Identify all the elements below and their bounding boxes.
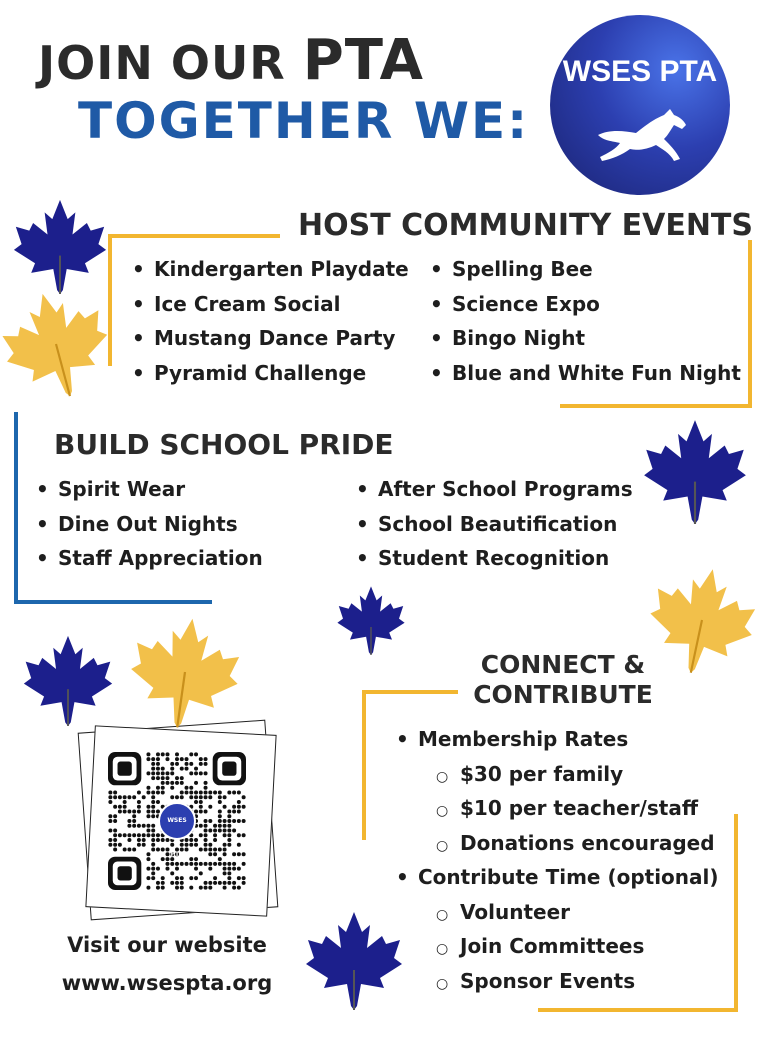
list-item: • Spirit Wear xyxy=(36,472,263,507)
list-item: ○ $10 per teacher/staff xyxy=(436,791,719,826)
title-line-2: TOGETHER WE: xyxy=(78,92,530,150)
pride-bracket-left xyxy=(14,412,18,602)
qr-logo: WSES PTA xyxy=(158,802,196,840)
host-events-title: HOST COMMUNITY EVENTS xyxy=(298,208,753,243)
host-events-list-right xyxy=(430,252,741,390)
contribute-time-label: • Contribute Time (optional) xyxy=(396,860,719,895)
list-item: • Blue and White Fun Night xyxy=(430,356,741,391)
list-item: ○ Donations encouraged xyxy=(436,826,719,861)
wses-pta-logo xyxy=(550,15,730,195)
time-items xyxy=(436,895,719,999)
membership-items xyxy=(436,757,719,861)
list-item: • After School Programs xyxy=(356,472,633,507)
list-item: • Dine Out Nights xyxy=(36,507,263,542)
list-item: • School Beautification xyxy=(356,507,633,542)
logo-text: WSES PTA xyxy=(562,55,718,88)
list-item: ○ $30 per family xyxy=(436,757,719,792)
list-item: ○ Volunteer xyxy=(436,895,719,930)
list-item: • Mustang Dance Party xyxy=(132,321,409,356)
horse-icon xyxy=(590,105,700,165)
connect-title-line-2: CONTRIBUTE xyxy=(473,680,653,709)
host-events-list-left xyxy=(132,252,409,390)
list-item: • Kindergarten Playdate xyxy=(132,252,409,287)
pride-list-left xyxy=(36,472,263,576)
connect-content xyxy=(396,722,719,998)
maple-leaf-icon xyxy=(336,584,406,656)
list-item: ○ Sponsor Events xyxy=(436,964,719,999)
title-pta: PTA xyxy=(302,28,424,93)
list-item: • Bingo Night xyxy=(430,321,741,356)
list-item: • Ice Cream Social xyxy=(132,287,409,322)
website-url[interactable]: www.wsespta.org xyxy=(61,971,273,995)
maple-leaf-icon xyxy=(119,608,251,735)
maple-leaf-icon xyxy=(0,278,122,410)
host-events-bracket-bottom xyxy=(560,404,752,408)
list-item: • Spelling Bee xyxy=(430,252,741,287)
maple-leaf-icon xyxy=(22,634,114,726)
title-line-1 xyxy=(38,28,424,93)
maple-leaf-icon xyxy=(642,418,748,524)
title-join-our: JOIN OUR xyxy=(38,36,286,90)
list-item: ○ Join Committees xyxy=(436,929,719,964)
visit-label: Visit our website xyxy=(67,933,267,957)
connect-title-line-1: CONNECT & xyxy=(480,650,646,679)
list-item: • Staff Appreciation xyxy=(36,541,263,576)
list-item: • Pyramid Challenge xyxy=(132,356,409,391)
website-block xyxy=(42,926,292,1002)
maple-leaf-icon xyxy=(304,904,404,1016)
maple-leaf-icon xyxy=(636,556,768,685)
membership-list xyxy=(396,722,719,757)
pride-bracket-bottom xyxy=(14,600,212,604)
membership-rates-label: • Membership Rates xyxy=(396,722,719,757)
connect-bracket-bottom xyxy=(538,1008,738,1012)
connect-bracket-top xyxy=(362,690,458,694)
list-item: • Science Expo xyxy=(430,287,741,322)
host-events-bracket-top xyxy=(108,234,280,238)
pride-title: BUILD SCHOOL PRIDE xyxy=(54,428,394,461)
connect-bracket-left xyxy=(362,690,366,840)
connect-bracket-right xyxy=(734,814,738,1010)
host-events-bracket-right xyxy=(748,240,752,408)
pride-list-right xyxy=(356,472,633,576)
list-item: • Student Recognition xyxy=(356,541,633,576)
time-list xyxy=(396,860,719,895)
